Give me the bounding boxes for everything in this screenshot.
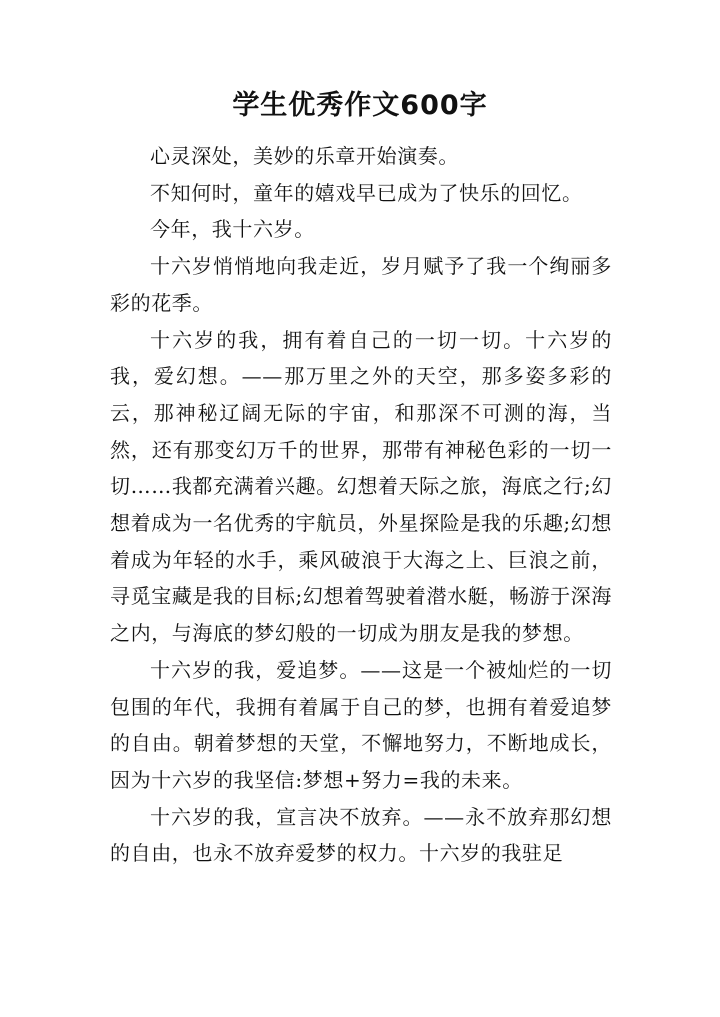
paragraph: 今年，我十六岁。 bbox=[150, 217, 315, 242]
document-body bbox=[110, 138, 612, 872]
document-title: 学生优秀作文600字 bbox=[232, 90, 488, 121]
paragraph: 十六岁悄悄地向我走近，岁月赋予了我一个绚丽多彩的花季。 bbox=[110, 254, 612, 315]
paragraph: 心灵深处，美妙的乐章开始演奏。 bbox=[150, 144, 459, 168]
paragraph: 不知何时，童年的嬉戏早已成为了快乐的回忆。 bbox=[150, 180, 583, 205]
paragraph: 十六岁的我，宣言决不放弃。——永不放弃那幻想的自由，也永不放弃爱梦的权力。十六岁的我驻足 bbox=[110, 804, 612, 866]
paragraph: 十六岁的我，拥有着自己的一切一切。十六岁的我，爱幻想。——那万里之外的天空，那多姿多彩的云，那神秘辽阔无际的宇宙，和那深不可测的海，当然，还有那变幻万千的世界，那带有神秘色彩的一切一切……我都充满着兴趣。幻想着天际之旅，海底之行;幻想着成为一名优秀的宇航员，外星探险是我的乐趣;幻想着成为年轻的水手，乘风破浪于大海之上、巨浪之前，寻觅宝藏是我的目标;幻想着驾驶着潜水艇，畅游于深海之内，与海底的梦幻般的一切成为朋友是我的梦想。 bbox=[110, 327, 612, 646]
paragraph: 十六岁的我，爱追梦。——这是一个被灿烂的一切包围的年代，我拥有着属于自己的梦，也拥有着爱追梦的自由。朝着梦想的天堂，不懈地努力，不断地成长，因为十六岁的我坚信:梦想+努力=我的未来。 bbox=[110, 657, 612, 792]
